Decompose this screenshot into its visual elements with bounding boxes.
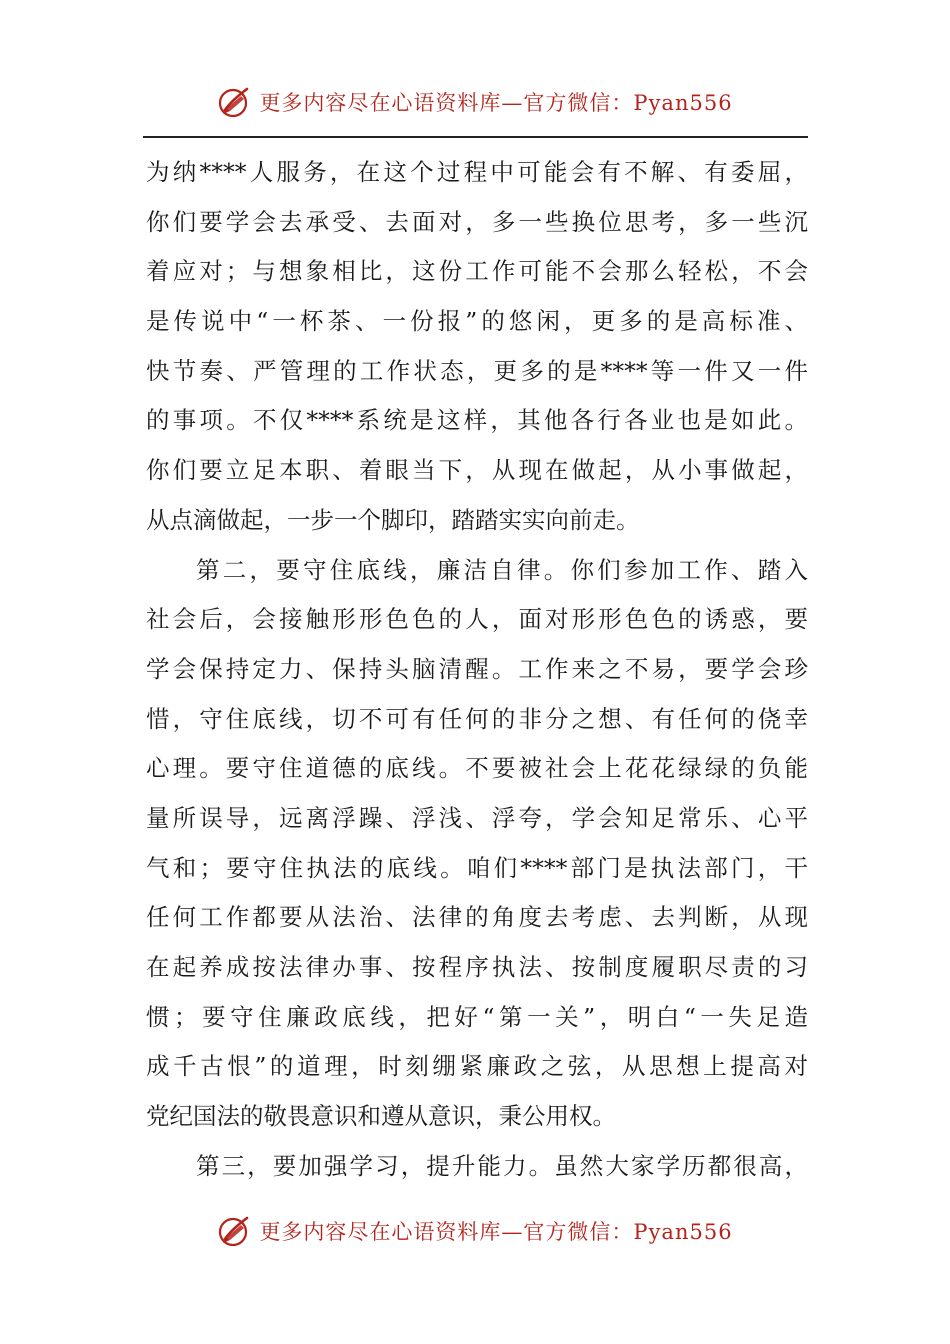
body-line: 气和；要守住执法的底线。咱们****部门是执法部门，干: [146, 853, 808, 882]
body-line: 是传说中“一杯茶、一份报”的悠闲，更多的是高标准、: [146, 307, 808, 336]
header-divider: [143, 136, 808, 138]
document-body: [146, 148, 808, 1191]
paragraph-start-line: 第三，要加强学习，提升能力。虽然大家学历都很高，: [196, 1151, 808, 1180]
body-line: 你们要立足本职、着眼当下，从现在做起，从小事做起，: [146, 456, 808, 485]
body-line: 惯；要守住廉政底线，把好“第一关”，明白“一失足造: [146, 1002, 808, 1031]
footer-banner: [0, 1211, 950, 1251]
body-line: 成千古恨”的道理，时刻绷紧廉政之弦，从思想上提高对: [146, 1052, 808, 1081]
body-line: 着应对；与想象相比，这份工作可能不会那么轻松，不会: [146, 257, 808, 286]
body-line: 为纳****人服务，在这个过程中可能会有不解、有委屈，: [146, 158, 808, 186]
body-line: 你们要学会去承受、去面对，多一些换位思考，多一些沉: [146, 207, 808, 236]
header-banner-text: 更多内容尽在心语资料库—官方微信：Pyan556: [259, 91, 733, 115]
body-line: 在起养成按法律办事、按程序执法、按制度履职尽责的习: [146, 953, 808, 981]
body-line: 学会保持定力、保持头脑清醒。工作来之不易，要学会珍: [146, 654, 808, 683]
body-line: 党纪国法的敬畏意识和遵从意识，秉公用权。: [146, 1102, 616, 1131]
body-line: 社会后，会接触形形色色的人，面对形形色色的诱惑，要: [146, 605, 808, 634]
body-line: 惜，守住底线，切不可有任何的非分之想、有任何的侥幸: [146, 704, 808, 733]
header-banner: [0, 82, 950, 122]
body-line: 任何工作都要从法治、法律的角度去考虑、去判断，从现: [146, 903, 808, 932]
body-line: 的事项。不仅****系统是这样，其他各行各业也是如此。: [146, 406, 808, 435]
footer-banner-text: 更多内容尽在心语资料库—官方微信：Pyan556: [259, 1220, 733, 1244]
body-line: 心理。要守住道德的底线。不要被社会上花花绿绿的负能: [146, 754, 808, 783]
body-line: 量所误导，远离浮躁、浮浅、浮夸，学会知足常乐、心平: [146, 803, 808, 832]
body-line: 从点滴做起，一步一个脚印，踏踏实实向前走。: [146, 505, 640, 534]
pen-logo-icon: [217, 84, 253, 120]
pen-logo-icon: [217, 1213, 253, 1249]
body-line: 快节奏、严管理的工作状态，更多的是****等一件又一件: [146, 356, 808, 385]
paragraph-start-line: 第二，要守住底线，廉洁自律。你们参加工作、踏入: [196, 555, 808, 584]
